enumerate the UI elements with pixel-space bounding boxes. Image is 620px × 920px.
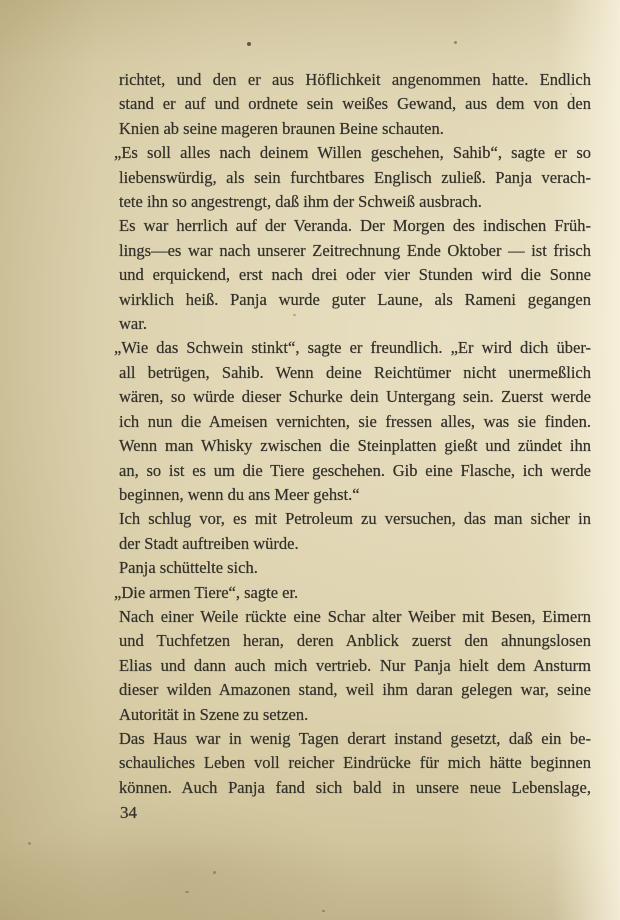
text-line: „Die armen Tiere“, sagte er. <box>114 582 299 602</box>
text-line: Ich schlug vor, es mit Petroleum zu versuchen, das man sicher in <box>119 509 591 529</box>
text-line: Knien ab seine mageren braunen Beine schauten. <box>119 118 444 138</box>
text-line: richtet, und den er aus Höflichkeit angenommen hatte. Endlich <box>119 70 591 89</box>
text-line: Das Haus war in wenig Tagen derart instand gesetzt, daß ein be- <box>119 728 591 748</box>
text-line: und erquickend, erst nach drei oder vier Stunden wird die Sonne <box>119 265 591 285</box>
text-line: Panja schüttelte sich. <box>119 558 258 578</box>
page-number: 34 <box>120 803 137 822</box>
text-line: schauliches Leben voll reicher Eindrücke für mich hätte beginnen <box>119 753 591 773</box>
text-line: Es war herrlich auf der Veranda. Der Morgen des indischen Früh- <box>119 216 591 236</box>
text-line: an, so ist es um die Tiere geschehen. Gib eine Flasche, ich werde <box>119 460 591 480</box>
text-line: lings—es war nach unserer Zeitrechnung Ende Oktober — ist frisch <box>119 240 591 260</box>
text-line: beginnen, wenn du ans Meer gehst.“ <box>119 484 360 504</box>
text-block <box>114 68 591 800</box>
text-line: „Es soll alles nach deinem Willen geschehen, Sahib“, sagte er so <box>114 143 591 163</box>
text-line: liebenswürdig, als sein furchtbares Englisch zuließ. Panja verach- <box>119 167 591 187</box>
paper-speck <box>247 42 251 46</box>
paper-speck <box>454 41 457 44</box>
paper-speck <box>185 891 189 893</box>
paper-speck <box>293 314 296 316</box>
text-line: dieser wilden Amazonen stand, weil ihm daran gelegen war, seine <box>119 680 591 700</box>
text-line: stand er auf und ordnete sein weißes Gewand, aus dem von den <box>119 94 591 114</box>
text-line: ich nun die Ameisen vernichten, sie fressen alles, was sie finden. <box>119 411 591 431</box>
text-line: wären, so würde dieser Schurke dein Untergang sein. Zuerst werde <box>119 387 591 407</box>
paper-speck <box>570 93 572 95</box>
paper-speck <box>28 842 31 845</box>
text-line: und Tuchfetzen heran, deren Anblick zuerst den ahnungslosen <box>119 631 591 651</box>
text-line: Nach einer Weile rückte eine Schar alter Weiber mit Besen, Eimern <box>119 606 591 626</box>
text-line: wirklich heiß. Panja wurde guter Laune, als Rameni gegangen <box>119 289 591 309</box>
paper-speck <box>213 871 216 874</box>
text-line: können. Auch Panja fand sich bald in unsere neue Lebenslage, <box>119 777 591 797</box>
text-line: der Stadt auftreiben würde. <box>119 533 299 553</box>
text-line: Wenn man Whisky zwischen die Steinplatten gießt und zündet ihn <box>119 436 591 456</box>
paper-speck <box>322 910 325 912</box>
text-line: all betrügen, Sahib. Wenn deine Reichtümer nicht unermeßlich <box>119 362 591 382</box>
text-line: war. <box>119 314 147 334</box>
text-line: Autorität in Szene zu setzen. <box>119 704 309 724</box>
text-line: „Wie das Schwein stinkt“, sagte er freundlich. „Er wird dich über- <box>114 338 591 358</box>
text-line: Elias und dann auch mich vertrieb. Nur Panja hielt dem Ansturm <box>119 655 591 675</box>
text-line: tete ihn so angestrengt, daß ihm der Schweiß ausbrach. <box>119 192 482 212</box>
